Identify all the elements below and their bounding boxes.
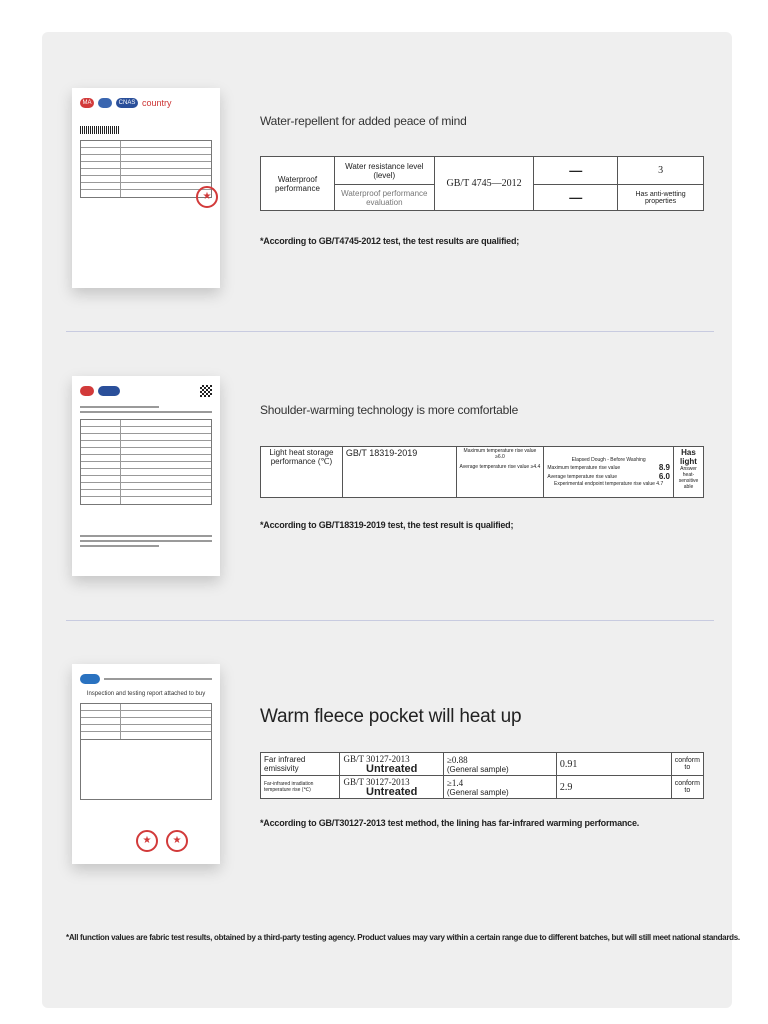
result-value: 8.9 xyxy=(658,463,670,472)
requirement-line: Maximum temperature rise value ≥6.0 xyxy=(463,448,537,460)
table-requirement xyxy=(456,447,544,498)
section-title: Water-repellent for added peace of mind xyxy=(260,114,467,128)
table-category: Waterproof performance xyxy=(261,157,335,211)
standard-condition: Untreated xyxy=(366,763,418,775)
red-stamp: ★ xyxy=(136,830,158,852)
table-item: Far infrared emissivity xyxy=(261,753,340,776)
standard-code: GB/T 30127-2013 xyxy=(343,777,410,787)
table-standard: GB/T 4745—2012 xyxy=(434,157,534,211)
table-verdict xyxy=(673,447,703,498)
red-stamp: ★ xyxy=(166,830,188,852)
section-title: Shoulder-warming technology is more comfortable xyxy=(260,403,519,417)
test-report-thumbnail xyxy=(72,376,220,576)
table-verdict: conform to xyxy=(671,776,703,799)
spec-table xyxy=(260,446,704,498)
table-result xyxy=(544,447,674,498)
verdict-sub: Answer heat-sensitive able xyxy=(678,466,699,490)
result-label: Maximum temperature rise value xyxy=(547,464,621,471)
spec-table xyxy=(260,752,704,799)
table-requirement xyxy=(443,776,556,799)
ma-logo xyxy=(80,386,94,396)
requirement-value: ≥0.88 xyxy=(446,754,468,765)
footer-disclaimer: *All function values are fabric test results, obtained by a third-party testing agency. Product values may vary within a certain range due to different batches, but will still meet national standards. xyxy=(66,933,740,942)
result-footer: Experimental endpoint temperature rise value 4.7 xyxy=(554,481,664,487)
table-item: Far-infrared irradiation temperature rise (℃) xyxy=(261,776,340,799)
table-requirement: — xyxy=(534,157,618,185)
content-panel xyxy=(42,32,740,1008)
standard-condition: Untreated xyxy=(366,786,418,798)
verdict-title: Has light xyxy=(680,448,697,466)
table-standard: GB/T 18319-2019 xyxy=(342,447,456,498)
guangdong-logo xyxy=(80,674,100,684)
table-requirement: — xyxy=(534,185,618,211)
table-standard xyxy=(340,753,443,776)
section-divider xyxy=(66,331,714,332)
ma-logo: MA xyxy=(80,98,94,108)
spec-table xyxy=(260,156,704,211)
test-note: *According to GB/T4745-2012 test, the test results are qualified; xyxy=(260,236,520,246)
table-requirement xyxy=(443,753,556,776)
qr-code xyxy=(200,385,212,397)
test-note: *According to GB/T18319-2019 test, the test result is qualified; xyxy=(260,520,514,530)
test-report-thumbnail xyxy=(72,88,220,288)
result-label: Average temperature rise value xyxy=(547,473,617,480)
barcode xyxy=(80,126,120,134)
test-report-thumbnail xyxy=(72,664,220,864)
section-divider xyxy=(66,620,714,621)
cnas-logo: CNAS xyxy=(116,98,138,108)
requirement-sample: (General sample) xyxy=(446,764,509,774)
table-result: 0.91 xyxy=(556,753,671,776)
ilac-logo xyxy=(98,98,112,108)
requirement-value: ≥1.4 xyxy=(446,777,464,788)
table-standard xyxy=(340,776,443,799)
table-item: Water resistance level (level) xyxy=(334,157,434,185)
red-stamp: ★ xyxy=(196,186,218,208)
table-item: Waterproof performance evaluation xyxy=(334,185,434,211)
table-result: 2.9 xyxy=(556,776,671,799)
requirement-line: Average temperature rise value ≥4.4 xyxy=(459,464,541,470)
result-header: Elapsed Dough - Before Washing xyxy=(571,457,646,463)
doc-caption: Inspection and testing report attached to buy xyxy=(86,691,206,697)
table-result: Has anti-wetting properties xyxy=(618,185,704,211)
standard-code: GB/T 30127-2013 xyxy=(343,754,410,764)
result-value: 6.0 xyxy=(658,472,670,481)
table-result: 3 xyxy=(618,157,704,185)
table-verdict: conform to xyxy=(671,753,703,776)
table-category: Light heat storage performance (℃) xyxy=(261,447,343,498)
test-note: *According to GB/T30127-2013 test method, the lining has far-infrared warming performance. xyxy=(260,818,640,828)
country-label: country xyxy=(142,98,172,108)
section-title: Warm fleece pocket will heat up xyxy=(260,706,522,727)
requirement-sample: (General sample) xyxy=(446,787,509,797)
cnas-logo xyxy=(98,386,120,396)
